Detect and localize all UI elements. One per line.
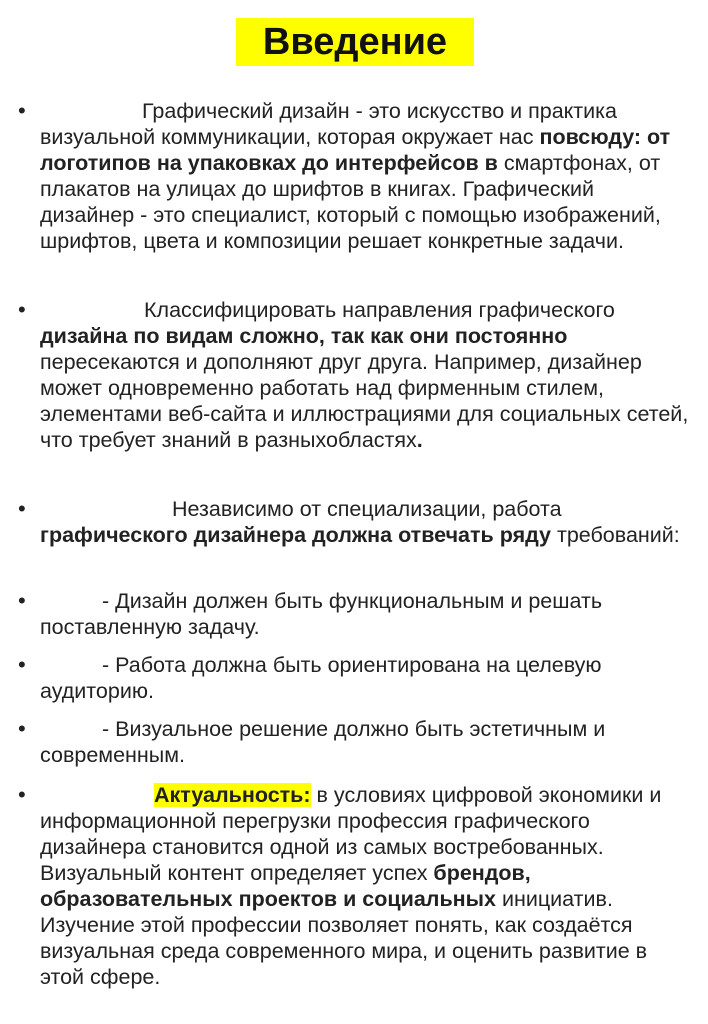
bullet-marker: •: [18, 652, 26, 677]
paragraph-requirements-text-c: требований:: [551, 523, 680, 547]
paragraph-relevance-text-c: инициатив. Изучение этой профессии позволяет понять, как создаётся визуальная среда современного мира, и оценить развитие в этой сфере.: [40, 887, 648, 989]
paragraph-classification-text-a: Классифицировать направления графического: [144, 298, 615, 322]
requirement-aesthetic: - Визуальное решение должно быть эстетичным и современным.: [40, 717, 606, 767]
paragraph-relevance-text-a: в условиях цифровой экономики и информационной перегрузки профессия графического дизайнера становится одной из самых востребованных. Визуальный контент определяет успех: [40, 783, 662, 885]
paragraph-intro-text-a: Графический дизайн - это искусство и практика визуальной коммуникации, которая окружает нас: [40, 99, 618, 149]
paragraph-intro-bold: повсюду: от логотипов на упаковках до интерфейсов в: [40, 125, 671, 175]
paragraph-classification-period: .: [416, 428, 423, 452]
paragraph-requirements: [40, 496, 690, 548]
paragraph-relevance-bold: брендов, образовательных проектов и социальных: [40, 861, 531, 911]
page-title: Введение: [236, 18, 474, 66]
bullet-marker: •: [18, 297, 26, 322]
paragraph-relevance: [40, 782, 690, 990]
paragraph-requirements-bold: графического дизайнера должна отвечать ряду: [40, 523, 551, 547]
bullet-marker: •: [18, 716, 26, 741]
relevance-label: Актуальность:: [154, 783, 311, 807]
paragraph-requirements-text-a: Независимо от специализации, работа: [172, 497, 562, 521]
paragraph-intro: [40, 98, 690, 254]
paragraph-classification-text-c: пересекаются и дополняют друг друга. Например, дизайнер может одновременно работать над фирменным стилем, элементами веб-сайта и иллюстрациями для социальных сетей, что требует знаний в разныхобластях: [40, 350, 689, 452]
bullet-marker: •: [18, 496, 26, 521]
requirement-functional: - Дизайн должен быть функциональным и решать поставленную задачу.: [40, 589, 603, 639]
bullet-marker: •: [18, 782, 26, 807]
requirement-audience: - Работа должна быть ориентирована на целевую аудиторию.: [40, 653, 602, 703]
paragraph-classification: [40, 297, 690, 453]
paragraph-classification-bold: дизайна по видам сложно, так как они постоянно: [40, 324, 568, 348]
paragraph-intro-text-c: смартфонах, от плакатов на улицах до шрифтов в книгах. Графический дизайнер - это специалист, который с помощью изображений, шрифтов, цвета и композиции решает конкретные задачи.: [40, 151, 661, 253]
bullet-marker: •: [18, 588, 26, 613]
bullet-marker: •: [18, 98, 26, 123]
